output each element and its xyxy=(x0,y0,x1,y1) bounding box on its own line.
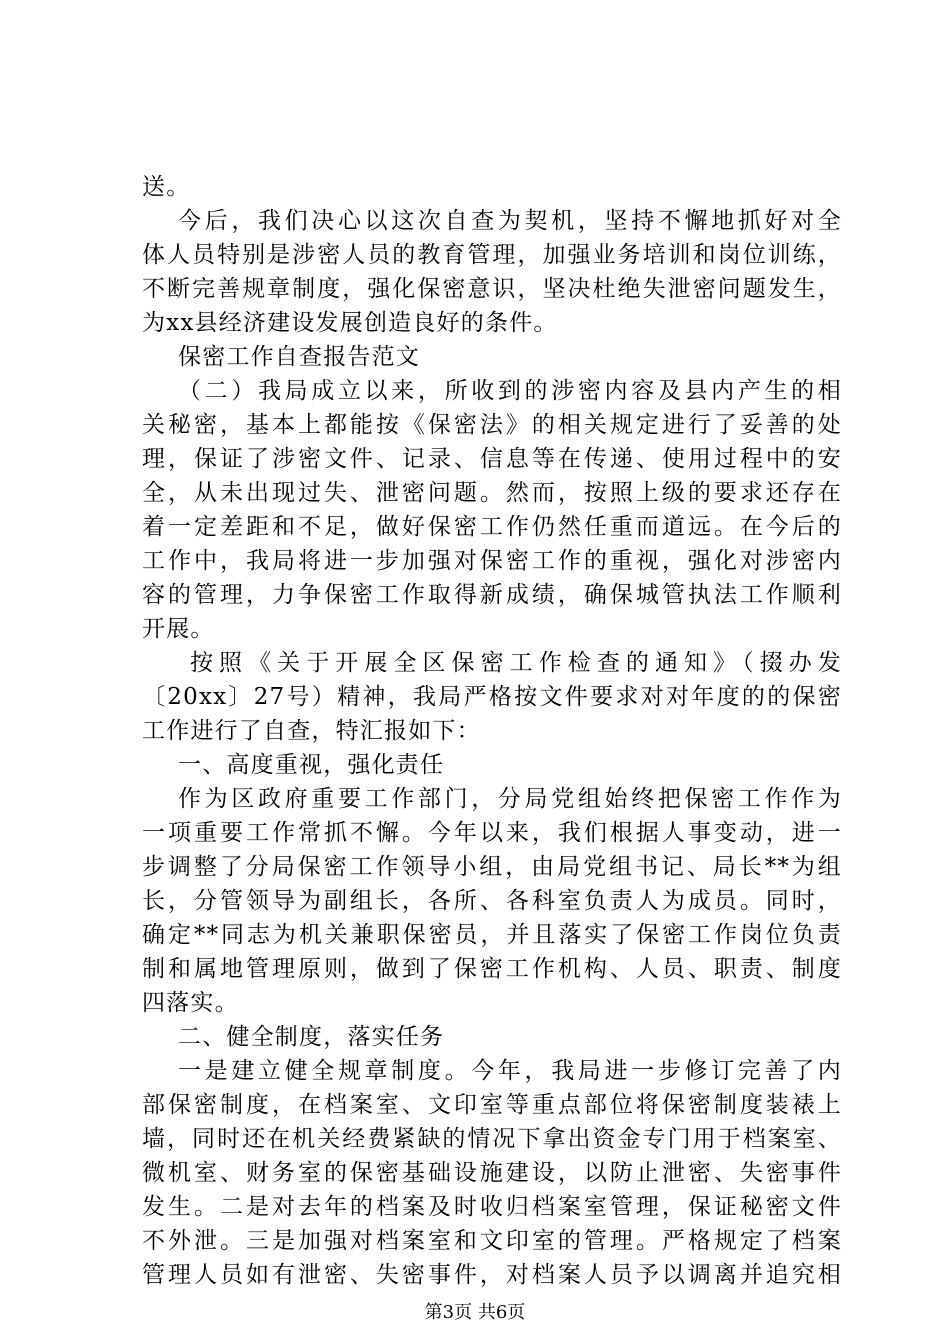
text-line: 按照《关于开展全区保密工作检查的通知》（掇办发 xyxy=(190,650,842,676)
text-line: 作为区政府重要工作部门，分局党组始终把保密工作作为 xyxy=(178,786,842,812)
text-line: 管理人员如有泄密、失密事件，对档案人员予以调离并追究相 xyxy=(142,1262,842,1288)
text-line: 制和属地管理原则，做到了保密工作机构、人员、职责、制度 xyxy=(142,956,842,982)
text-line: 不外泄。三是加强对档案室和文印室的管理。严格规定了档案 xyxy=(142,1228,842,1254)
text-line: 一项重要工作常抓不懈。今年以来，我们根据人事变动，进一 xyxy=(142,820,842,846)
text-line: 理，保证了涉密文件、记录、信息等在传递、使用过程中的安 xyxy=(142,446,842,472)
page-number-footer: 第3页 共6页 xyxy=(424,1302,526,1323)
text-line: 〔20xx〕27号）精神，我局严格按文件要求对对年度的的保密 xyxy=(142,684,842,710)
text-line: 确定**同志为机关兼职保密员，并且落实了保密工作岗位负责 xyxy=(142,922,842,948)
section-heading: 一、高度重视，强化责任 xyxy=(178,752,445,778)
text-line: 步调整了分局保密工作领导小组，由局党组书记、局长**为组 xyxy=(142,854,842,880)
section-heading: 保密工作自查报告范文 xyxy=(178,344,420,370)
text-line: 发生。二是对去年的档案及时收归档案室管理，保证秘密文件 xyxy=(142,1194,842,1220)
text-line: 着一定差距和不足，做好保密工作仍然任重而道远。在今后的 xyxy=(142,514,842,540)
text-line: 四落实。 xyxy=(142,990,239,1016)
text-line: 不断完善规章制度，强化保密意识，坚决杜绝失泄密问题发生， xyxy=(142,276,842,302)
text-line: 部保密制度，在档案室、文印室等重点部位将保密制度装裱上 xyxy=(142,1092,842,1118)
text-line: 容的管理，力争保密工作取得新成绩，确保城管执法工作顺利 xyxy=(142,582,842,608)
section-heading: 二、健全制度，落实任务 xyxy=(178,1024,445,1050)
text-line: （二）我局成立以来，所收到的涉密内容及县内产生的相 xyxy=(178,378,842,404)
text-line: 工作进行了自查，特汇报如下： xyxy=(142,718,481,744)
text-line: 一是建立健全规章制度。今年，我局进一步修订完善了内 xyxy=(178,1058,842,1084)
text-line: 关秘密，基本上都能按《保密法》的相关规定进行了妥善的处 xyxy=(142,412,842,438)
text-line: 墙，同时还在机关经费紧缺的情况下拿出资金专门用于档案室、 xyxy=(142,1126,842,1152)
text-line: 长，分管领导为副组长，各所、各科室负责人为成员。同时， xyxy=(142,888,842,914)
text-line: 工作中，我局将进一步加强对保密工作的重视，强化对涉密内 xyxy=(142,548,842,574)
text-line: 全，从未出现过失、泄密问题。然而，按照上级的要求还存在 xyxy=(142,480,842,506)
text-line: 开展。 xyxy=(142,616,215,642)
text-line: 微机室、财务室的保密基础设施建设，以防止泄密、失密事件 xyxy=(142,1160,842,1186)
text-line: 今后，我们决心以这次自查为契机，坚持不懈地抓好对全 xyxy=(178,208,842,234)
text-line: 体人员特别是涉密人员的教育管理，加强业务培训和岗位训练， xyxy=(142,242,842,268)
text-line: 为xx县经济建设发展创造良好的条件。 xyxy=(142,310,558,336)
text-line: 送。 xyxy=(142,174,191,200)
